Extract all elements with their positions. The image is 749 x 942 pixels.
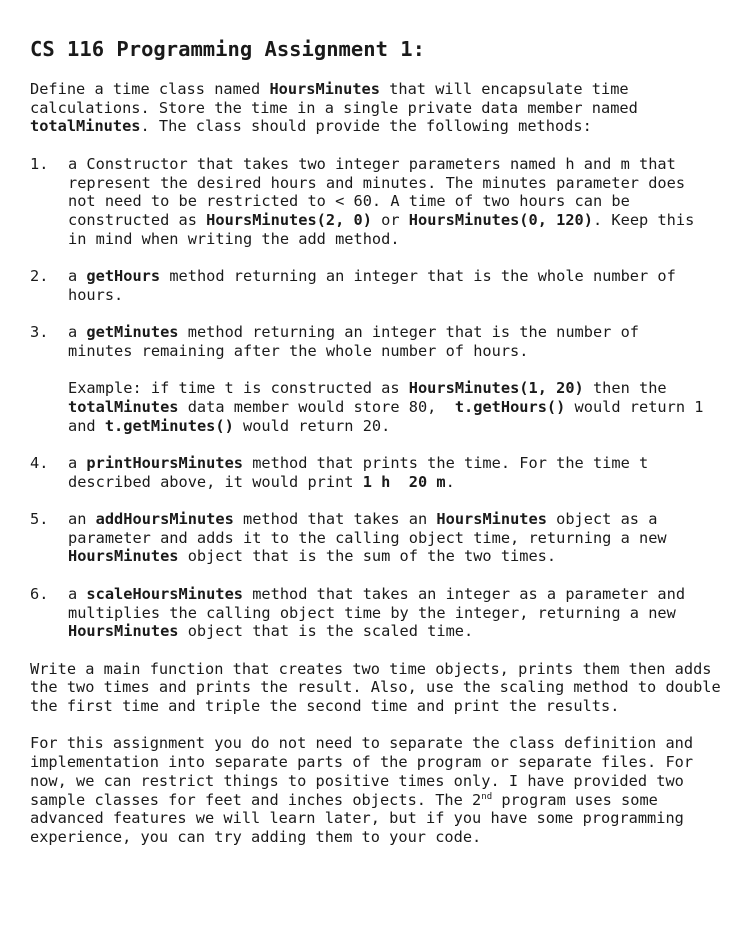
page-title: CS 116 Programming Assignment 1: (30, 37, 425, 61)
item-text-span: Example: if time t is constructed as (68, 379, 409, 398)
closing-text: program uses some advanced features we will learn later, but if you have some programming experience, you can try adding them to your code. (30, 790, 684, 846)
item-text-span: . (445, 472, 455, 491)
item-text-span: method returning an integer that is the number of minutes remaining after the whole number of hours. (68, 323, 640, 360)
list-item (30, 585, 730, 641)
item-main-text (68, 323, 710, 360)
item-text-span: method that takes an integer as a parameter and multiplies the calling object time by the integer, returning a new (68, 584, 686, 622)
item-text-span: object as a parameter and adds it to the calling object time, returning a new (68, 510, 667, 547)
item-text-span: a (68, 267, 87, 285)
example-paragraph (68, 379, 710, 435)
intro-text: that will encapsulate time calculations. Store the time in a single private data member named (30, 80, 638, 117)
item-text-span: data member would store 80, (178, 397, 455, 416)
code-span: getMinutes (86, 323, 179, 342)
code-span: HoursMinutes(1, 20) (408, 379, 584, 398)
code-span: HoursMinutes (68, 547, 179, 566)
item-text (68, 585, 730, 641)
list-item (30, 323, 730, 435)
code-span: printHoursMinutes (86, 453, 243, 472)
main-function-paragraph: Write a main function that creates two time objects, prints them then adds the two times and prints the result. Also, use the scaling method to double the first time and triple the second time and print the results. (30, 659, 721, 716)
class-name-code: HoursMinutes (269, 80, 380, 98)
item-text-span: then the (583, 379, 667, 398)
code-span: t.getMinutes() (104, 416, 234, 435)
ordinal-superscript: nd (481, 791, 493, 802)
code-span: HoursMinutes (68, 622, 179, 641)
item-number: 4. (30, 453, 49, 472)
code-span: HoursMinutes(2, 0) (206, 210, 372, 229)
code-span: scaleHoursMinutes (86, 584, 243, 603)
code-span: 1 h 20 m (362, 472, 446, 491)
item-text (68, 454, 730, 491)
list-item (30, 454, 730, 491)
intro-text: . The class should provide the following methods: (140, 117, 592, 136)
item-number: 1. (30, 154, 49, 173)
item-text-span: would return 20. (233, 416, 391, 435)
code-span: addHoursMinutes (95, 510, 234, 529)
item-number: 5. (30, 510, 49, 529)
item-text (68, 510, 730, 566)
list-item (30, 510, 730, 566)
item-number: 6. (30, 584, 49, 603)
item-number: 3. (30, 323, 49, 342)
code-span: getHours (86, 267, 161, 285)
item-text-span: . Keep this in mind when writing the add method. (68, 210, 695, 248)
code-span: totalMinutes (68, 397, 179, 416)
assignment-page (30, 36, 730, 847)
item-text-span: a Constructor that takes two integer parameters named h and m that represent the desired hours and minutes. The minutes parameter does not need to be restricted to < 60. A time of two hours can be constructed as (68, 154, 686, 229)
item-text-span: object that is the scaled time. (178, 622, 474, 641)
code-span: t.getHours() (454, 397, 566, 416)
item-number: 2. (30, 267, 49, 285)
item-text-span: method returning an integer that is the whole number of hours. (68, 267, 676, 304)
item-text-span: method that takes an (233, 510, 437, 529)
item-text-span: a (68, 323, 87, 342)
code-span: HoursMinutes(0, 120) (408, 210, 593, 229)
item-text (68, 155, 730, 249)
item-text-span: would return 1 and (68, 397, 704, 435)
item-text-span: or (371, 210, 409, 229)
item-text-span: object that is the sum of the two times. (178, 547, 557, 566)
item-text-span: an (68, 510, 96, 529)
item-text (68, 267, 730, 304)
list-item (30, 267, 730, 304)
item-text-span: a (68, 453, 87, 472)
list-item (30, 155, 730, 249)
methods-list (30, 155, 730, 641)
intro-paragraph (30, 80, 730, 136)
item-text (68, 323, 730, 435)
item-text-span: a (68, 584, 87, 603)
code-span: HoursMinutes (436, 510, 547, 529)
item-text-span: method that prints the time. For the time t described above, it would print (68, 453, 649, 491)
closing-text: For this assignment you do not need to separate the class definition and implementation into separate parts of the program or separate files. For now, we can restrict things to positive times only. I have provided two sample classes for feet and inches objects. The 2 (30, 734, 694, 809)
data-member-code: totalMinutes (30, 117, 141, 136)
closing-paragraph (30, 734, 730, 846)
intro-text: Define a time class named (30, 80, 270, 98)
